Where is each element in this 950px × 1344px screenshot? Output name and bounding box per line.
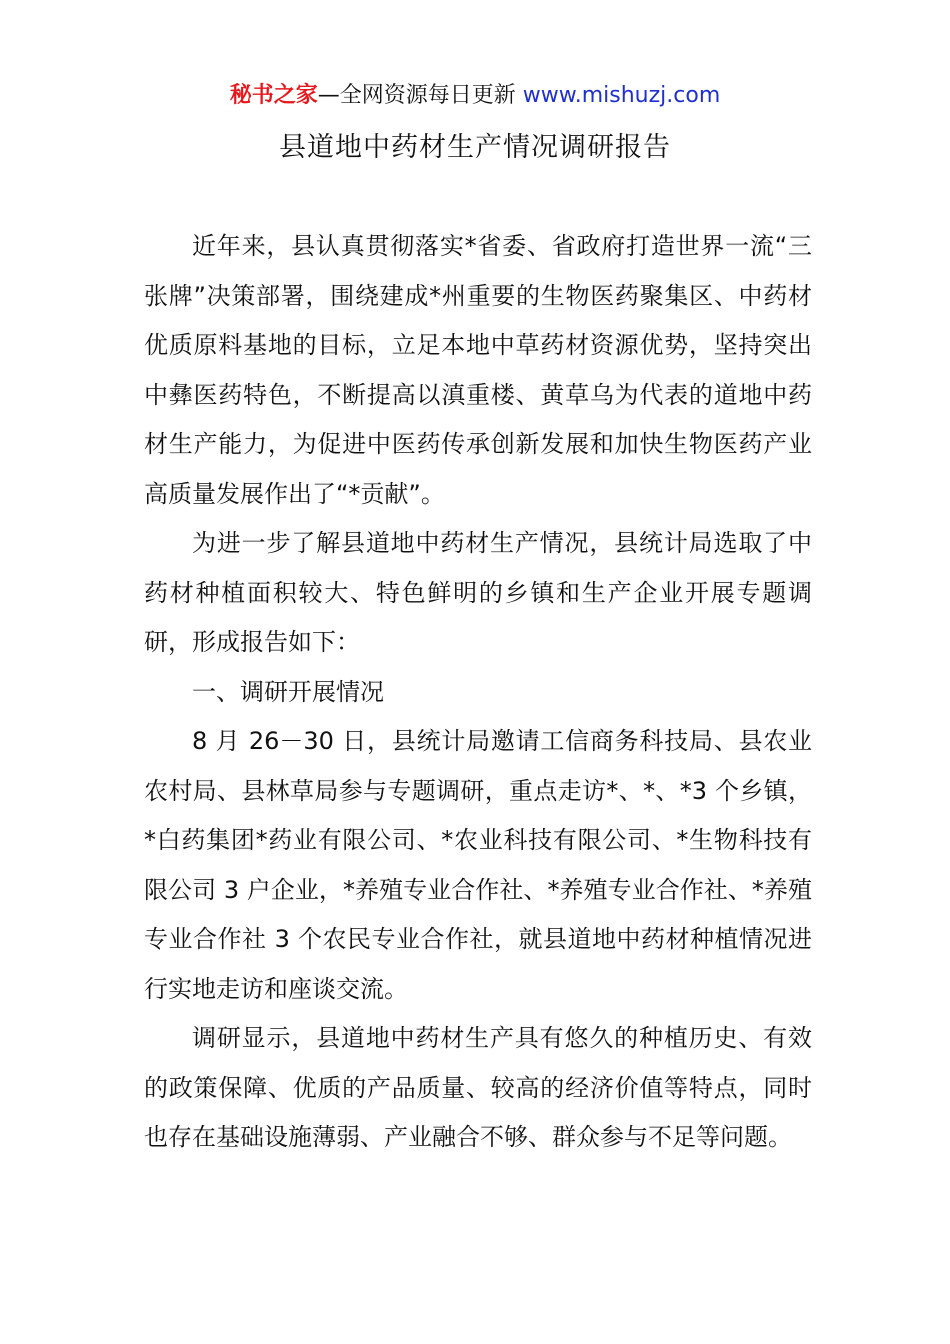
paragraph-intro: 近年来，县认真贯彻落实*省委、省政府打造世界一流“三张牌”决策部署，围绕建成*州重要的生物医药聚集区、中药材优质原料基地的目标，立足本地中草药材资源优势，坚持突出中彝医药特色，不断提高以滇重楼、黄草乌为代表的道地中药材生产能力，为促进中医药传承创新发展和加快生物医药产业高质量发展作出了“*贡献”。 (144, 232, 812, 508)
document-body (144, 222, 812, 1163)
document-title: 县道地中药材生产情况调研报告 (279, 132, 671, 163)
site-header (0, 80, 950, 112)
paragraph-purpose: 为进一步了解县道地中药材生产情况，县统计局选取了中药材种植面积较大、特色鲜明的乡镇和生产企业开展专题调研，形成报告如下： (144, 529, 812, 656)
section-heading: 一、调研开展情况 (192, 677, 384, 706)
brand-name: 秘书之家 (229, 83, 318, 108)
site-tagline: —全网资源每日更新 (317, 83, 523, 108)
site-url-link[interactable]: www.mishuzj.com (522, 83, 721, 108)
paragraph-findings: 调研显示，县道地中药材生产具有悠久的种植历史、有效的政策保障、优质的产品质量、较高的经济价值等特点，同时也存在基础设施薄弱、产业融合不够、群众参与不足等问题。 (144, 1024, 812, 1151)
paragraph-survey-details: 8 月 26－30 日，县统计局邀请工信商务科技局、县农业农村局、县林草局参与专题调研，重点走访*、*、*3 个乡镇，*白药集团*药业有限公司、*农业科技有限公司、*生物科技有限公司 3 户企业，*养殖专业合作社、*养殖专业合作社、*养殖专业合作社 3 个农民专业合作社，就县道地中药材种植情况进行实地走访和座谈交流。 (144, 727, 812, 1003)
